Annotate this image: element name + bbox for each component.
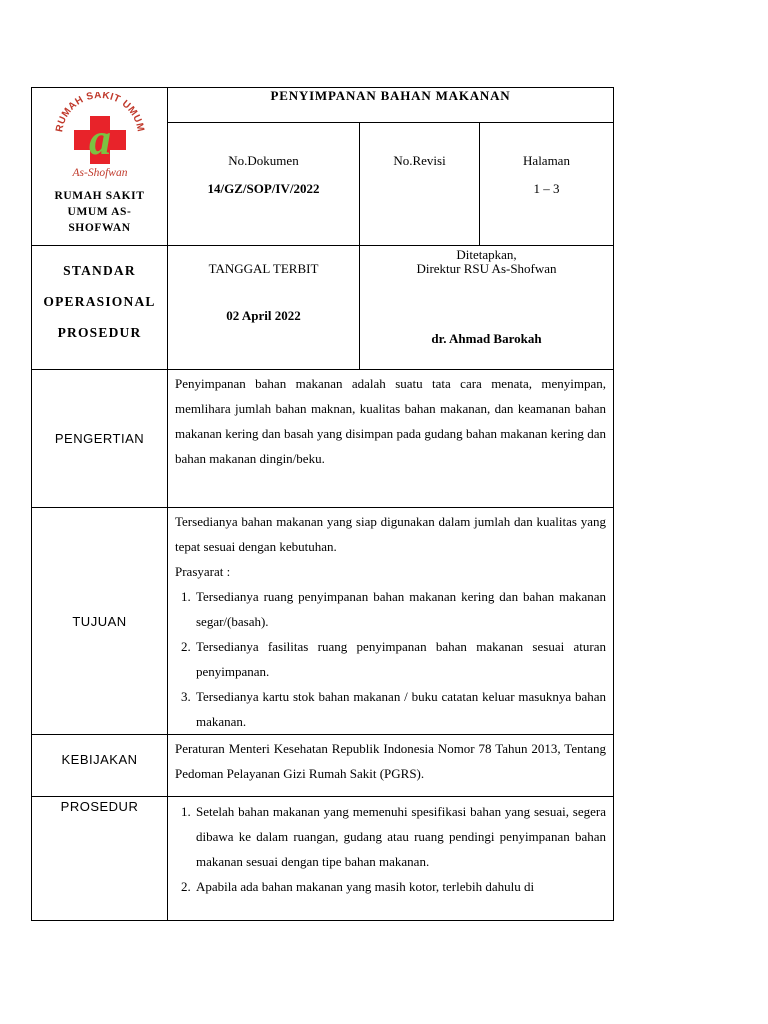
halaman-cell [480, 123, 614, 246]
list-item: 1. Tersedianya ruang penyimpanan bahan makanan kering dan bahan makanan segar/(basah). [194, 584, 606, 634]
pengertian-label: PENGERTIAN [32, 370, 168, 508]
tanggal-label: TANGGAL TERBIT [208, 261, 319, 276]
sop-label-cell [32, 246, 168, 370]
tujuan-intro: Tersedianya bahan makanan yang siap digunakan dalam jumlah dan kualitas yang tepat sesuai dengan kebutuhan. [175, 514, 606, 554]
director-name: dr. Ahmad Barokah [431, 331, 542, 346]
ditetapkan-line2: Direktur RSU As-Shofwan [416, 261, 557, 276]
kebijakan-content [168, 735, 614, 797]
ditetapkan-line1: Ditetapkan, [456, 247, 517, 262]
prosedur-label: PROSEDUR [32, 797, 168, 921]
logo-cell [32, 88, 168, 246]
sop-label-line3: PROSEDUR [57, 325, 142, 340]
tujuan-content [168, 508, 614, 735]
sop-document-table [31, 87, 614, 921]
halaman-label: Halaman [523, 153, 570, 168]
prosedur-list [168, 797, 613, 899]
tanggal-value: 02 April 2022 [226, 308, 301, 323]
sop-label-line2: OPERASIONAL [43, 294, 156, 309]
tujuan-label: TUJUAN [32, 508, 168, 735]
hospital-name: RUMAH SAKIT UMUM AS-SHOFWAN [54, 190, 145, 234]
tanggal-cell [168, 246, 360, 370]
no-revisi-label: No.Revisi [393, 153, 446, 168]
kebijakan-text: Peraturan Menteri Kesehatan Republik Indonesia Nomor 78 Tahun 2013, Tentang Pedoman Pelayanan Gizi Rumah Sakit (PGRS). [175, 741, 606, 781]
halaman-value: 1 – 3 [533, 181, 560, 196]
hospital-logo [50, 92, 150, 182]
pengertian-content [168, 370, 614, 508]
prosedur-content [168, 797, 614, 921]
document-title: PENYIMPANAN BAHAN MAKANAN [168, 88, 614, 123]
list-item: 3. Tersedianya kartu stok bahan makanan / buku catatan keluar masuknya bahan makanan. [194, 684, 606, 734]
sop-label-line1: STANDAR [63, 263, 136, 278]
ditetapkan-cell [360, 246, 614, 370]
kebijakan-label: KEBIJAKAN [32, 735, 168, 797]
list-item: 2. Apabila ada bahan makanan yang masih kotor, terlebih dahulu di [194, 874, 606, 899]
logo-script-name: As-Shofwan [72, 167, 127, 179]
tujuan-prasyarat: Prasyarat : [175, 564, 231, 579]
logo-letter: a [88, 115, 111, 164]
no-dokumen-label: No.Dokumen [228, 153, 299, 168]
no-revisi-cell [360, 123, 480, 246]
pengertian-text: Penyimpanan bahan makanan adalah suatu tata cara menata, menyimpan, memlihara jumlah bahan maknan, kualitas bahan makanan, dan keamanan bahan makanan kering dan basah yang disimpan pada gudang bahan makanan kering dan bahan makanan dingin/beku. [175, 376, 606, 466]
list-item: 2. Tersedianya fasilitas ruang penyimpanan bahan makanan sesuai aturan penyimpanan. [194, 634, 606, 684]
logo-arc-text: RUMAH SAKIT UMUM [53, 92, 146, 134]
hospital-logo-graphic [50, 92, 150, 182]
list-item: 1. Setelah bahan makanan yang memenuhi spesifikasi bahan yang sesuai, segera dibawa ke dalam ruangan, gudang atau ruang pendingi penyimpanan bahan makanan sesuai dengan tipe bahan makanan. [194, 799, 606, 874]
tujuan-list [168, 584, 613, 734]
no-dokumen-cell [168, 123, 360, 246]
no-dokumen-value: 14/GZ/SOP/IV/2022 [207, 181, 320, 196]
